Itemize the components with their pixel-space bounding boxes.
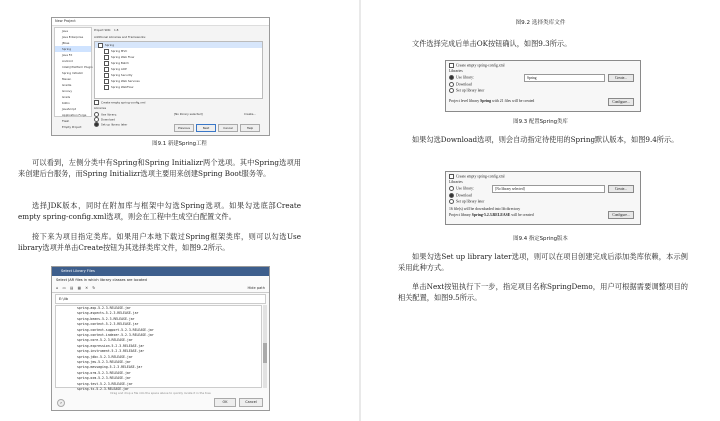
specify-spring-version-dialog	[445, 171, 641, 225]
dialog-title: New Project	[52, 18, 269, 26]
cancel-button[interactable]: Cancel	[239, 398, 263, 407]
right-page	[361, 0, 720, 421]
desktop-icon[interactable]: ▭	[62, 286, 66, 290]
select-library-title: Select Library Files	[52, 267, 269, 276]
figure-9-3-caption: 图9.3 配置Spring类库	[513, 119, 568, 125]
library-select[interactable]: [No library selected]	[492, 185, 605, 193]
project-type-sidebar	[54, 27, 93, 129]
sidebar-item[interactable]: Java FX	[62, 53, 73, 57]
sidebar-item[interactable]: Gradle	[62, 83, 72, 87]
sidebar-item[interactable]: Kotlin	[62, 101, 70, 105]
sdk-label: Project SDK:	[94, 28, 112, 32]
new-project-dialog-figure	[51, 17, 270, 136]
configure-spring-library-dialog	[445, 60, 641, 112]
help-button[interactable]: Help	[240, 124, 260, 132]
figure-9-1-caption: 图9.1 新建Spring工程	[152, 141, 207, 147]
create-config-checkbox[interactable]: Create empty spring-config.xml	[449, 63, 505, 68]
sidebar-item[interactable]: Application Forge	[62, 113, 87, 117]
library-item[interactable]: Spring MVC	[95, 48, 262, 54]
paragraph-2: 选择JDK版本，同时在附加库与框架中勾选Spring选项。如果勾选底部Create empty spring-config.xml选项，则会在工程中生成空白配置文件。	[18, 201, 301, 222]
sdk-value[interactable]: 1.8	[114, 28, 119, 32]
left-page	[0, 0, 359, 421]
jar-file-item[interactable]: spring-beans-5.2.3.RELEASE.jar	[77, 316, 135, 321]
library-item[interactable]: Spring	[95, 42, 262, 48]
library-item[interactable]: Spring Security	[95, 72, 262, 78]
folder-icon[interactable]: ▤	[70, 286, 74, 290]
paragraph-5: 如果勾选Download选项，则会自动指定待使用的Spring默认版本，如图9.4所示。	[412, 135, 679, 144]
library-item[interactable]: Spring WebFlow	[95, 84, 262, 90]
libraries-label: Libraries	[449, 69, 463, 73]
jar-file-item[interactable]: spring-messaging-5.2.3.RELEASE.jar	[77, 365, 143, 370]
library-item[interactable]: Spring Batch	[95, 60, 262, 66]
create-button[interactable]: Create...	[608, 74, 634, 82]
sidebar-item[interactable]: Spring	[55, 46, 91, 52]
library-status: Project level library Spring with 21 files will be created	[449, 99, 535, 103]
download-status-line-1: 16 file(s) will be downloaded into lib directory	[449, 207, 521, 211]
sidebar-item[interactable]: JBoss	[62, 41, 70, 45]
setup-later-radio[interactable]: Set up library later	[449, 88, 484, 93]
jar-file-item[interactable]: spring-jdbc-5.2.3.RELEASE.jar	[77, 354, 133, 359]
select-library-files-figure	[51, 266, 270, 411]
library-select[interactable]: Spring	[524, 74, 605, 82]
jar-file-item[interactable]: spring-aspects-5.2.3.RELEASE.jar	[77, 311, 139, 316]
refresh-icon[interactable]: ↻	[92, 286, 96, 290]
paragraph-7: 单击Next按钮执行下一步，指定项目名称SpringDemo，用户可根据需要调整项目的相关配置，如图9.5所示。	[398, 282, 688, 303]
libraries-label: Libraries	[449, 180, 463, 184]
library-item[interactable]: Spring AOP	[95, 66, 262, 72]
jar-file-item[interactable]: spring-context-indexer-5.2.3.RELEASE.jar	[77, 333, 154, 338]
file-chooser-toolbar	[52, 284, 269, 293]
tree-scrollbar[interactable]	[263, 305, 267, 388]
figure-9-4-caption: 图9.4 指定Spring版本	[513, 236, 568, 242]
setup-later-radio[interactable]: Set up library later	[449, 199, 484, 204]
jar-file-item[interactable]: spring-context-5.2.3.RELEASE.jar	[77, 322, 139, 327]
sidebar-item[interactable]: Spring Initializr	[62, 71, 84, 75]
jar-file-item[interactable]: spring-expression-5.2.3.RELEASE.jar	[77, 343, 145, 348]
sidebar-item[interactable]: Empty Project	[62, 125, 82, 129]
previous-button[interactable]: Previous	[174, 124, 194, 132]
configure-button[interactable]: Configure...	[608, 211, 634, 219]
configure-button[interactable]: Configure...	[608, 98, 634, 106]
download-radio[interactable]: Download	[94, 117, 115, 122]
sidebar-item[interactable]: Maven	[62, 77, 72, 81]
paragraph-3: 接下来为项目指定类库。如果用户本地下载过Spring框架类库，则可以勾选Use library选项并单击Create按钮为其选择类库文件，如图9.2所示。	[18, 232, 301, 253]
cancel-button[interactable]: Cancel	[218, 124, 238, 132]
hide-path-link[interactable]: Hide path	[247, 286, 265, 290]
help-icon[interactable]: ?	[57, 399, 65, 407]
sidebar-item[interactable]: Java	[62, 29, 68, 33]
paragraph-1: 可以看到，左侧分类中有Spring和Spring Initializr两个选项。其中Spring选项用来创建后台服务，而Spring Initializr选项主要用来创建Spring Boot服务等。	[18, 158, 301, 179]
download-status-line-2: Project library Spring-5.2.3.RELEASE will be created	[449, 213, 534, 217]
download-radio[interactable]: Download	[449, 82, 472, 87]
jar-file-item[interactable]: spring-aop-5.2.3.RELEASE.jar	[77, 306, 131, 310]
use-library-radio[interactable]: Use library:	[449, 186, 474, 191]
libraries-list[interactable]	[94, 41, 263, 99]
create-config-checkbox[interactable]: Create empty spring-config.xml	[94, 100, 145, 105]
sidebar-item[interactable]: Groovy	[62, 89, 72, 93]
sidebar-item[interactable]: JavaScript	[62, 107, 77, 111]
ok-button[interactable]: OK	[214, 398, 236, 407]
use-library-radio[interactable]: Use library:	[449, 75, 474, 80]
sidebar-item[interactable]: IntelliJ Platform Plugin	[62, 65, 93, 69]
sidebar-item[interactable]: Android	[62, 59, 73, 63]
additional-libraries-label: Additional Libraries and Frameworks:	[94, 35, 146, 39]
jar-file-item[interactable]: spring-context-support-5.2.3.RELEASE.jar	[77, 327, 154, 332]
delete-icon[interactable]: ✕	[85, 286, 89, 290]
home-icon[interactable]: ⌂	[56, 286, 59, 290]
figure-9-2-caption: 图9.2 选择类库文件	[515, 20, 566, 26]
library-item[interactable]: Spring Web Services	[95, 78, 262, 84]
jar-file-item[interactable]: spring-instrument-5.2.3.RELEASE.jar	[77, 349, 145, 354]
create-button[interactable]: Create...	[608, 185, 634, 193]
paragraph-4: 文件选择完成后单击OK按钮确认，如图9.3所示。	[412, 39, 572, 48]
jar-file-tree[interactable]	[55, 305, 262, 392]
create-config-checkbox[interactable]: Create empty spring-config.xml	[449, 174, 505, 179]
jar-file-item[interactable]: spring-test-5.2.3.RELEASE.jar	[77, 381, 133, 386]
path-field[interactable]: E:\lib	[55, 294, 266, 304]
jar-file-item[interactable]: spring-orm-5.2.3.RELEASE.jar	[77, 370, 131, 375]
jar-file-item[interactable]: spring-core-5.2.3.RELEASE.jar	[77, 338, 133, 343]
next-button[interactable]: Next	[196, 124, 216, 132]
jar-file-item[interactable]: spring-oxm-5.2.3.RELEASE.jar	[77, 376, 131, 381]
jar-file-item[interactable]: spring-jms-5.2.3.RELEASE.jar	[77, 360, 131, 365]
sidebar-item[interactable]: Grails	[62, 95, 71, 99]
setup-later-radio[interactable]: Set up library later	[94, 122, 127, 127]
use-library-select[interactable]: [No library selected]	[174, 112, 203, 116]
libraries-label: Libraries	[94, 106, 107, 110]
paragraph-6: 如果勾选Set up library later选项，则可以在项目创建完成后添加类库依赖，本示例采用此种方式。	[398, 252, 688, 273]
use-library-radio[interactable]: Use library:	[94, 112, 117, 117]
download-radio[interactable]: Download	[449, 193, 472, 198]
sidebar-item[interactable]: Java Enterprise	[62, 35, 84, 39]
new-folder-icon[interactable]: ▦	[77, 286, 81, 290]
jar-file-item[interactable]: spring-tx-5.2.3.RELEASE.jar	[77, 387, 129, 392]
create-library-button[interactable]: Create...	[244, 112, 256, 116]
select-jar-label: Select JAR files in which library classes are located	[56, 278, 147, 282]
project-options-panel	[94, 27, 266, 127]
library-item[interactable]: Spring Web Flow	[95, 54, 262, 60]
drag-drop-hint: Drag and drop a file into the space above to quickly locate it in the tree	[110, 391, 211, 395]
sidebar-item[interactable]: Flash	[62, 119, 70, 123]
